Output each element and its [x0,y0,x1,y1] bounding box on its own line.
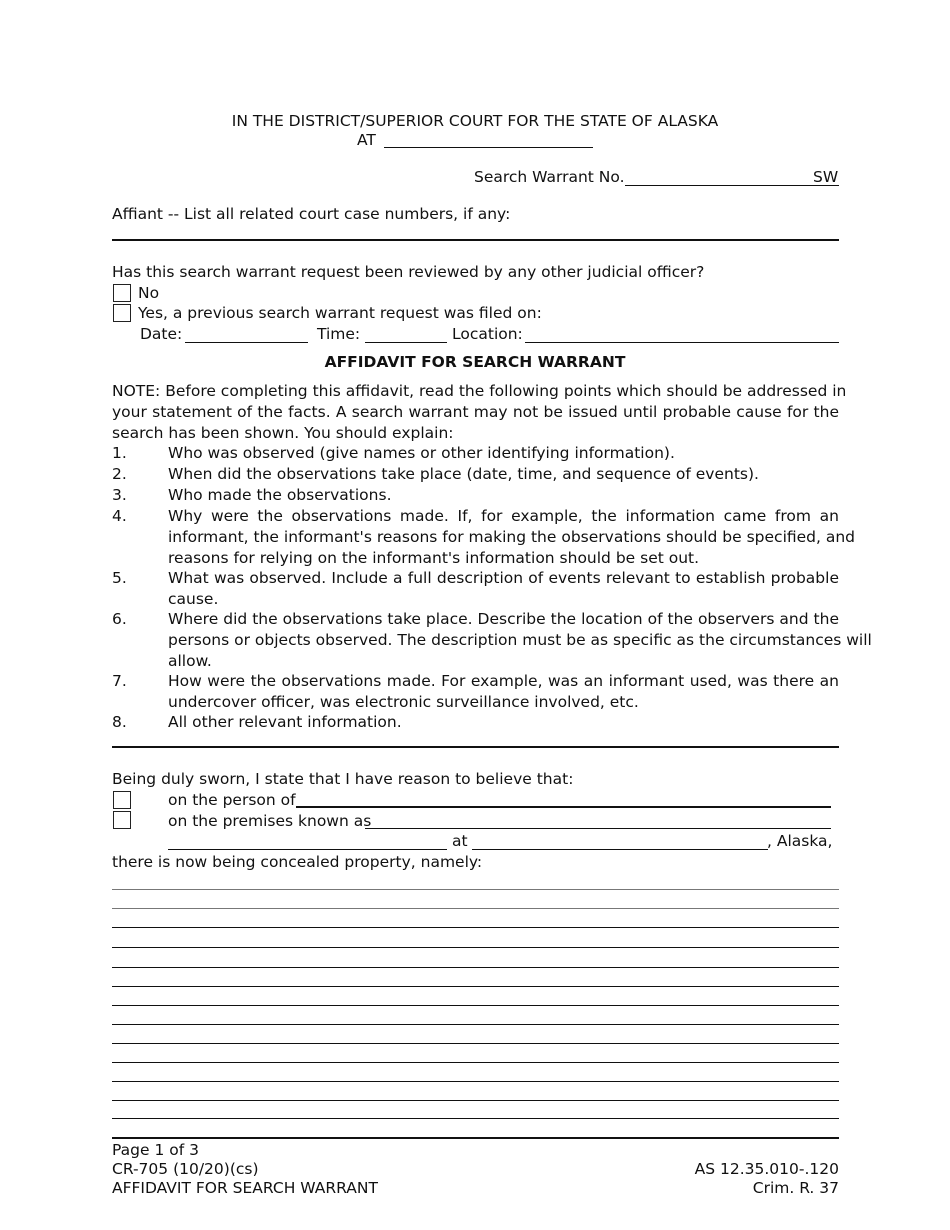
sworn-intro: Being duly sworn, I state that I have reason to believe that: [112,770,574,788]
property-writing-line[interactable] [112,908,839,909]
point-text: All other relevant information. [168,713,402,731]
review-yes-checkbox[interactable] [113,304,131,322]
person-label: on the person of [168,791,296,809]
property-writing-line[interactable] [112,1100,839,1101]
property-writing-line[interactable] [112,1024,839,1025]
note-line: your statement of the facts. A search warrant may not be issued until probable cause for the [112,402,839,421]
premises-checkbox[interactable] [113,811,131,829]
person-checkbox[interactable] [113,791,131,809]
court-heading: IN THE DISTRICT/SUPERIOR COURT FOR THE STATE OF ALASKA [231,112,719,130]
note-line: search has been shown. You should explain: [112,423,454,442]
property-writing-line[interactable] [112,1137,839,1139]
time-label: Time: [317,325,361,343]
affidavit-title: AFFIDAVIT FOR SEARCH WARRANT [324,353,626,371]
point-number: 8. [112,713,127,731]
court-location-label: AT [357,131,376,149]
affiant-case-numbers-label: Affiant -- List all related court case numbers, if any: [112,205,511,223]
property-writing-line[interactable] [112,967,839,968]
rule-reference: Crim. R. 37 [752,1179,839,1197]
point-text: When did the observations take place (date, time, and sequence of events). [168,465,759,483]
point-text: Where did the observations take place. Describe the location of the observers and the persons or objects observed. The description must be as specific as the circumstances will allow. [168,610,872,670]
note-paragraph [112,381,847,443]
premises-detail-field[interactable] [168,849,447,850]
property-writing-line[interactable] [112,1081,839,1082]
premises-city-field[interactable] [472,849,768,850]
court-location-field[interactable] [384,147,593,148]
premises-field[interactable] [365,828,831,829]
point-number: 4. [112,507,127,525]
point-number: 2. [112,465,127,483]
review-yes-label: Yes, a previous search warrant request was filed on: [138,304,542,322]
alaska-label: , Alaska, [767,832,833,850]
date-field[interactable] [185,342,308,343]
affiant-case-numbers-field[interactable] [112,239,839,241]
point-number: 5. [112,569,127,587]
date-label: Date: [140,325,183,343]
location-label: Location: [452,325,523,343]
point-number: 6. [112,610,127,628]
point-number: 7. [112,672,127,690]
statute-reference: AS 12.35.010-.120 [694,1160,839,1178]
point-text: Why were the observations made. If, for example, the information came from an informant, the informant's reasons for making the observations should be specified, and reasons for relying on the informant's information should be set out. [168,507,856,567]
point-number: 3. [112,486,127,504]
search-warrant-suffix: SW [813,168,839,186]
concealed-property-label: there is now being concealed property, namely: [112,853,483,871]
point-number: 1. [112,444,127,462]
property-writing-line[interactable] [112,927,839,928]
review-no-checkbox[interactable] [113,284,131,302]
property-writing-line[interactable] [112,1005,839,1006]
form-code: CR-705 (10/20)(cs) [112,1160,259,1178]
point-text: What was observed. Include a full description of events relevant to establish probable cause. [168,569,839,608]
property-writing-line[interactable] [112,1062,839,1063]
review-question: Has this search warrant request been reviewed by any other judicial officer? [112,263,705,281]
property-writing-line[interactable] [112,1118,839,1119]
property-writing-line[interactable] [112,1043,839,1044]
search-warrant-number-field[interactable] [625,185,839,186]
point-text: Who made the observations. [168,486,392,504]
point-text: How were the observations made. For example, was an informant used, was there an undercover officer, was electronic surveillance involved, etc. [168,672,839,711]
search-warrant-number-label: Search Warrant No. [474,168,625,186]
form-title: AFFIDAVIT FOR SEARCH WARRANT [112,1179,378,1197]
property-writing-line[interactable] [112,986,839,987]
section-divider [112,746,839,748]
point-text: Who was observed (give names or other identifying information). [168,444,675,462]
person-field[interactable] [296,806,831,808]
premises-at-label: at [452,832,468,850]
premises-label: on the premises known as [168,812,372,830]
note-line: NOTE: Before completing this affidavit, read the following points which should be addressed in [112,382,847,400]
review-no-label: No [138,284,160,302]
location-field[interactable] [525,342,839,343]
page-number: Page 1 of 3 [112,1141,199,1159]
time-field[interactable] [365,342,447,343]
property-writing-line[interactable] [112,889,839,890]
property-writing-line[interactable] [112,947,839,948]
